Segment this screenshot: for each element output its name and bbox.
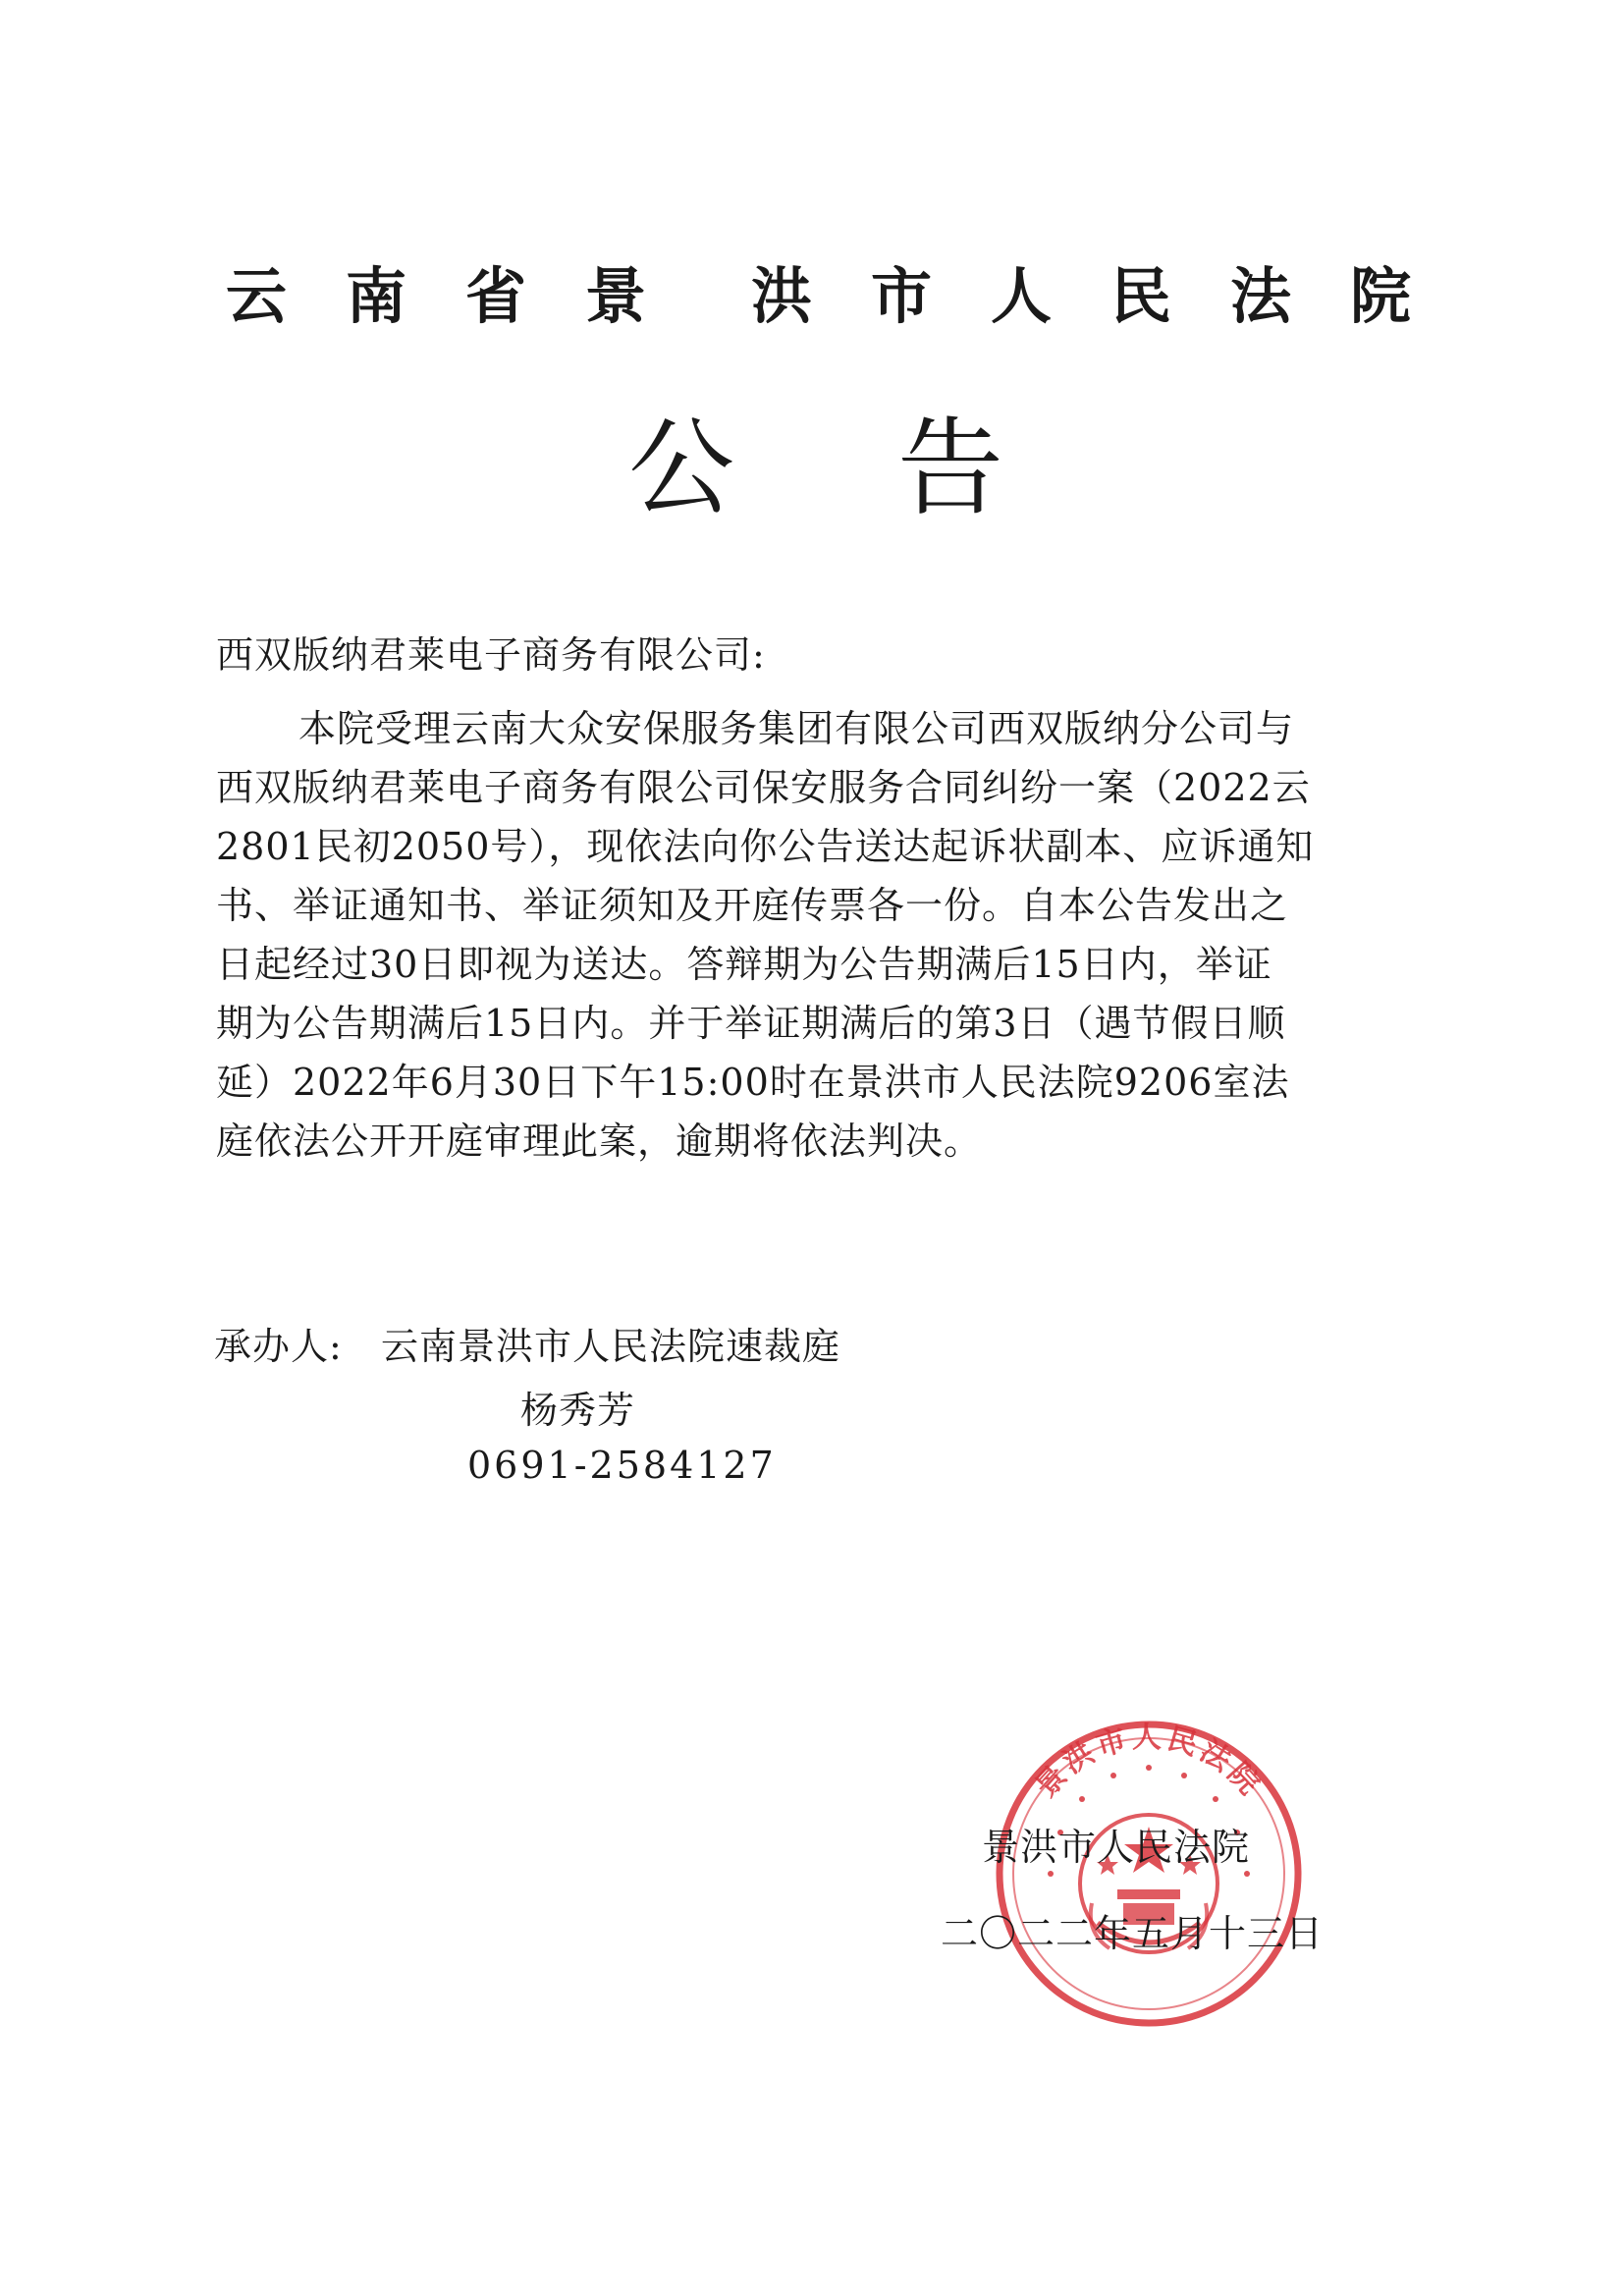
recipient: 西双版纳君莱电子商务有限公司:: [216, 633, 766, 677]
svg-text:景洪市人民法院: [1029, 1721, 1269, 1804]
court-title-char: 景: [585, 260, 647, 332]
court-title-char: 南: [346, 260, 407, 332]
court-title-char: 院: [1350, 260, 1412, 332]
notice-title-char: 告: [897, 408, 1004, 530]
body-line: 2801民初2050号），现依法向你公告送达起诉状副本、应诉通知: [216, 825, 1315, 868]
court-title-char: 人: [991, 260, 1053, 332]
court-title-char: 法: [1230, 260, 1292, 332]
handler-label: 承办人:: [214, 1325, 343, 1368]
court-title-char: 省: [465, 260, 527, 332]
body-line: 期为公告期满后15日内。并于举证期满后的第3日（遇节假日顺: [216, 1002, 1286, 1045]
notice-body: [216, 699, 1443, 1171]
signature-date: 二〇二二年五月十三日: [941, 1912, 1325, 1955]
body-line: 西双版纳君莱电子商务有限公司保安服务合同纠纷一案（2022云: [216, 766, 1311, 809]
body-line: 延）2022年6月30日下午15:00时在景洪市人民法院9206室法: [216, 1061, 1290, 1104]
notice-title: [0, 401, 1623, 538]
handler-name: 杨秀芳: [520, 1389, 636, 1432]
handler-phone: 0691-2584127: [467, 1444, 777, 1487]
court-title-char: 洪: [751, 260, 813, 332]
body-line: 日起经过30日即视为送达。答辩期为公告期满后15日内，举证: [216, 943, 1272, 986]
court-seal-icon: [992, 1717, 1306, 2031]
body-line: 本院受理云南大众安保服务集团有限公司西双版纳分公司与: [298, 707, 1295, 750]
body-line: 书、举证通知书、举证须知及开庭传票各一份。自本公告发出之: [216, 884, 1289, 927]
court-title-char: 民: [1110, 260, 1172, 332]
court-title-char: 市: [871, 260, 933, 332]
body-line: 庭依法公开开庭审理此案，逾期将依法判决。: [216, 1120, 983, 1163]
handler-department: 云南景洪市人民法院速裁庭: [381, 1325, 841, 1368]
court-title-char: 云: [226, 260, 288, 332]
notice-title-char: 公: [628, 408, 735, 530]
seal-text: 景洪市人民法院: [1029, 1721, 1269, 1805]
signature-court: 景洪市人民法院: [982, 1826, 1251, 1869]
